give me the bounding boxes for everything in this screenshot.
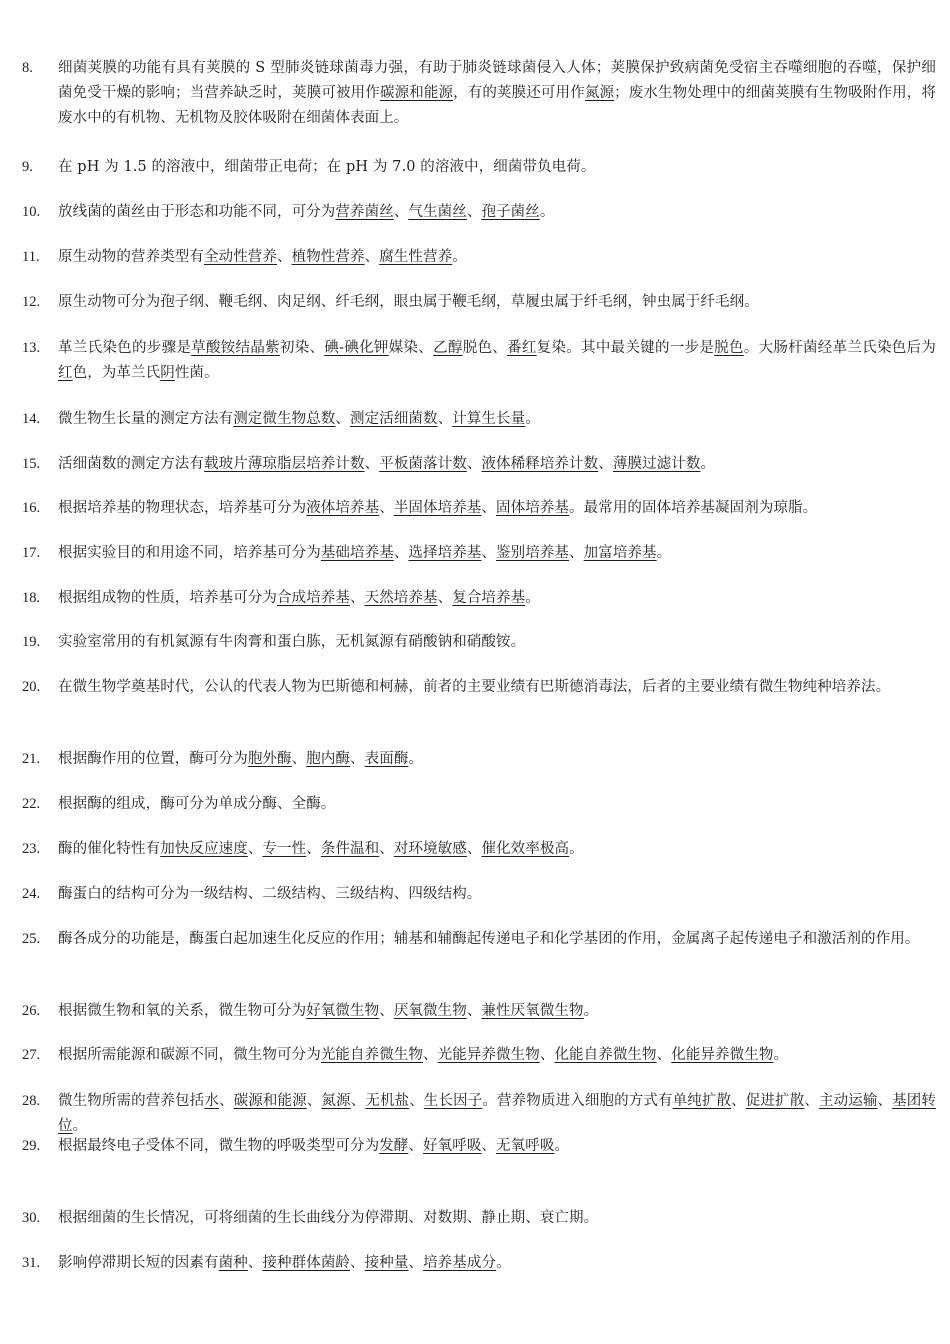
text-segment: 根据实验目的和用途不同，培养基可分为 xyxy=(58,545,321,561)
text-segment: 。 xyxy=(656,545,672,561)
answer-blank: 胞内酶 xyxy=(306,751,351,767)
text-segment: 、 xyxy=(350,751,365,767)
text-segment: 活细菌数的测定方法有 xyxy=(58,456,204,472)
text-segment: 革兰氏染色的步骤是 xyxy=(58,340,192,356)
answer-blank: 水 xyxy=(204,1093,219,1109)
answer-blank: 光能自养微生物 xyxy=(320,1047,424,1063)
item-number: 30. xyxy=(22,1210,41,1226)
text-segment: ；废水生物处理中的细菌荚膜有生物吸附作用，将废水中的有机物、无机物及胶体吸附在细菌体表面上。 xyxy=(58,85,937,126)
item-text xyxy=(58,1206,936,1231)
text-segment: 、 xyxy=(393,204,409,220)
text-segment: 、 xyxy=(306,1093,322,1109)
item-text xyxy=(58,586,936,611)
text-segment: 。 xyxy=(525,411,540,427)
text-segment: 。 xyxy=(408,751,424,767)
item-number: 13. xyxy=(22,340,41,356)
item-number: 12. xyxy=(22,294,41,310)
text-segment: 复染。其中最关键的一步是 xyxy=(536,340,715,356)
answer-blank: 厌氧微生物 xyxy=(393,1003,467,1019)
item-text xyxy=(58,336,936,386)
answer-blank: 氮源 xyxy=(321,1093,351,1109)
item-number: 18. xyxy=(22,590,41,606)
text-segment: 、 xyxy=(877,1093,893,1109)
answer-blank: 加快反应速度 xyxy=(160,841,248,857)
item-text xyxy=(58,837,936,862)
text-segment: 微生物所需的营养包括 xyxy=(58,1093,205,1109)
text-segment: 、 xyxy=(423,1047,438,1063)
answer-blank: 液体培养基 xyxy=(306,500,380,516)
text-segment: 根据细菌的生长情况，可将细菌的生长曲线分为停滞期、对数期、静止期、衰亡期。 xyxy=(58,1210,599,1226)
item-number: 14. xyxy=(22,411,41,427)
answer-blank: 鉴别培养基 xyxy=(496,545,570,561)
answer-blank: 接种量 xyxy=(364,1255,409,1271)
answer-blank: 载玻片薄琼脂层培养计数 xyxy=(204,456,365,472)
answer-blank: 孢子菌丝 xyxy=(481,204,540,220)
text-segment: 、 xyxy=(379,841,394,857)
text-segment: 、 xyxy=(437,590,453,606)
text-segment: 、 xyxy=(481,545,497,561)
text-segment: 、 xyxy=(481,500,497,516)
text-segment: 酶各成分的功能是，酶蛋白起加速生化反应的作用；辅基和辅酶起传递电子和化学基团的作用，金属离子起传递电子和激活剂的作用。 xyxy=(58,931,920,947)
answer-blank: 菌种 xyxy=(218,1255,248,1271)
answer-blank: 平板菌落计数 xyxy=(379,456,467,472)
item-text xyxy=(58,200,936,225)
text-segment: 、 xyxy=(409,1093,424,1109)
text-segment: 酶蛋白的结构可分为一级结构、二级结构、三级结构、四级结构。 xyxy=(58,886,482,902)
answer-blank: 化能自养微生物 xyxy=(554,1047,657,1063)
text-segment: 。 xyxy=(583,1003,599,1019)
answer-blank: 薄膜过滤计数 xyxy=(612,456,701,472)
text-segment: 放线菌的菌丝由于形态和功能不同，可分为 xyxy=(58,204,336,220)
item-number: 20. xyxy=(22,679,41,695)
answer-blank: 碳源和能源 xyxy=(233,1093,307,1109)
text-segment: 。 xyxy=(72,1118,88,1134)
item-number: 29. xyxy=(22,1138,41,1154)
item-text xyxy=(58,675,936,700)
item-number: 11. xyxy=(22,249,40,265)
answer-blank: 植物性营养 xyxy=(291,249,365,265)
item-text xyxy=(58,1089,936,1139)
text-segment: 、 xyxy=(598,456,613,472)
text-segment: 影响停滞期长短的因素有 xyxy=(58,1255,219,1271)
text-segment: 、 xyxy=(408,1255,424,1271)
text-segment: 、 xyxy=(379,1003,394,1019)
text-segment: 、 xyxy=(364,456,380,472)
text-segment: 根据最终电子受体不同，微生物的呼吸类型可分为 xyxy=(58,1138,380,1154)
answer-blank: 加富培养基 xyxy=(583,545,657,561)
text-segment: 。大肠杆菌经革兰氏染色后为 xyxy=(743,340,936,356)
text-segment: 在 pH 为 1.5 的溶液中，细菌带正电荷；在 pH 为 7.0 的溶液中，细菌带负电荷。 xyxy=(58,159,596,175)
item-number: 19. xyxy=(22,634,41,650)
text-segment: 、 xyxy=(218,1093,234,1109)
answer-blank: 计算生长量 xyxy=(452,411,526,427)
answer-blank: 好氧微生物 xyxy=(306,1003,380,1019)
answer-blank: 表面酶 xyxy=(364,751,409,767)
answer-blank: 乙醇 xyxy=(433,340,463,356)
item-number: 10. xyxy=(22,204,41,220)
text-segment: 、 xyxy=(804,1093,819,1109)
answer-blank: 测定活细菌数 xyxy=(350,411,438,427)
text-segment: 、 xyxy=(306,841,321,857)
answer-blank: 红 xyxy=(58,365,73,381)
text-segment: 、 xyxy=(466,841,482,857)
answer-blank: 阴 xyxy=(160,365,175,381)
text-segment: 、 xyxy=(731,1093,746,1109)
item-text xyxy=(58,999,936,1024)
item-text xyxy=(58,290,936,315)
text-segment: 媒染、 xyxy=(388,340,434,356)
text-segment: 根据所需能源和碳源不同，微生物可分为 xyxy=(58,1047,321,1063)
text-segment: 根据组成物的性质，培养基可分为 xyxy=(58,590,277,606)
item-text xyxy=(58,155,936,180)
answer-blank: 全动性营养 xyxy=(204,249,277,265)
text-segment: 、 xyxy=(408,1138,424,1154)
answer-blank: 液体稀释培养计数 xyxy=(481,456,599,472)
item-text xyxy=(58,452,936,477)
text-segment: 、 xyxy=(656,1047,672,1063)
item-number: 27. xyxy=(22,1047,41,1063)
answer-blank: 营养菌丝 xyxy=(335,204,394,220)
text-segment: 初染、 xyxy=(279,340,325,356)
item-number: 23. xyxy=(22,841,41,857)
item-text xyxy=(58,1043,936,1068)
answer-blank: 专一性 xyxy=(262,841,307,857)
answer-blank: 单纯扩散 xyxy=(672,1093,732,1109)
text-segment: 、 xyxy=(335,411,351,427)
item-number: 9. xyxy=(22,159,33,175)
answer-blank: 促进扩散 xyxy=(745,1093,805,1109)
text-segment: 、 xyxy=(437,411,453,427)
text-segment: 、 xyxy=(277,249,292,265)
item-text xyxy=(58,541,936,566)
item-text xyxy=(58,245,936,270)
text-segment: 、 xyxy=(466,456,482,472)
answer-blank: 催化效率极高 xyxy=(481,841,570,857)
text-segment: 、 xyxy=(364,249,380,265)
item-text xyxy=(58,792,936,817)
text-segment: 原生动物的营养类型有 xyxy=(58,249,204,265)
answer-blank: 好氧呼吸 xyxy=(423,1138,482,1154)
answer-blank: 番红 xyxy=(507,340,537,356)
answer-blank: 对环境敏感 xyxy=(393,841,467,857)
text-segment: 、 xyxy=(350,1255,365,1271)
text-segment: 。 xyxy=(773,1047,789,1063)
answer-blank: 无机盐 xyxy=(365,1093,410,1109)
text-segment: 根据培养基的物理状态，培养基可分为 xyxy=(58,500,307,516)
answer-blank: 培养基成分 xyxy=(423,1255,497,1271)
text-segment: 在微生物学奠基时代，公认的代表人物为巴斯德和柯赫，前者的主要业绩有巴斯德消毒法，后者的主要业绩有微生物纯种培养法。 xyxy=(58,679,891,695)
item-number: 22. xyxy=(22,796,41,812)
text-segment: 、 xyxy=(350,1093,366,1109)
item-text xyxy=(58,630,936,655)
answer-blank: 基团转位 xyxy=(58,1093,937,1134)
text-segment: 、 xyxy=(569,545,584,561)
item-number: 16. xyxy=(22,500,41,516)
text-segment: 、 xyxy=(291,751,307,767)
item-number: 8. xyxy=(22,60,33,76)
item-text xyxy=(58,882,936,907)
text-segment: 细菌荚膜的功能有具有荚膜的 S 型肺炎链球菌毒力强，有助于肺炎链球菌侵入人体；荚膜保护致病菌免受宿主吞噬细胞的吞噬，保护细菌免受干燥的影响；当营养缺乏时，荚膜可被用作 xyxy=(58,60,936,101)
text-segment: 。 xyxy=(525,590,540,606)
answer-blank: 测定微生物总数 xyxy=(233,411,336,427)
item-number: 25. xyxy=(22,931,41,947)
item-text xyxy=(58,496,936,521)
text-segment: 、 xyxy=(539,1047,555,1063)
answer-blank: 接种群体菌龄 xyxy=(262,1255,351,1271)
text-segment: 根据酶的组成，酶可分为单成分酶、全酶。 xyxy=(58,796,336,812)
text-segment: 。 xyxy=(496,1255,511,1271)
text-segment: 、 xyxy=(247,841,263,857)
item-number: 28. xyxy=(22,1093,41,1109)
text-segment: 。最常用的固体培养基凝固剂为琼脂。 xyxy=(569,500,818,516)
item-number: 17. xyxy=(22,545,41,561)
answer-blank: 主动运输 xyxy=(818,1093,878,1109)
text-segment: 根据微生物和氧的关系，微生物可分为 xyxy=(58,1003,307,1019)
text-segment: 。 xyxy=(452,249,467,265)
answer-blank: 脱色 xyxy=(714,340,744,356)
item-number: 26. xyxy=(22,1003,41,1019)
text-segment: 实验室常用的有机氮源有牛肉膏和蛋白胨，无机氮源有硝酸钠和硝酸铵。 xyxy=(58,634,526,650)
text-segment: 脱色、 xyxy=(462,340,508,356)
text-segment: 。 xyxy=(554,1138,570,1154)
answer-blank: 生长因子 xyxy=(423,1093,483,1109)
text-segment: 、 xyxy=(481,1138,497,1154)
item-number: 21. xyxy=(22,751,41,767)
text-segment: 、 xyxy=(247,1255,263,1271)
text-segment: 、 xyxy=(350,590,365,606)
text-segment: 酶的催化特性有 xyxy=(58,841,161,857)
answer-blank: 合成培养基 xyxy=(277,590,350,606)
answer-blank: 气生菌丝 xyxy=(408,204,467,220)
item-text xyxy=(58,1134,936,1159)
answer-blank: 天然培养基 xyxy=(364,590,438,606)
answer-blank: 无氧呼吸 xyxy=(496,1138,555,1154)
text-segment: ，有的荚膜还可用作 xyxy=(453,85,585,101)
item-text xyxy=(58,1251,936,1276)
answer-blank: 化能异养微生物 xyxy=(671,1047,774,1063)
text-segment: 原生动物可分为孢子纲、鞭毛纲、肉足纲、纤毛纲，眼虫属于鞭毛纲，草履虫属于纤毛纲，钟虫属于纤毛纲。 xyxy=(58,294,759,310)
text-segment: 、 xyxy=(466,204,482,220)
text-segment: 、 xyxy=(466,1003,482,1019)
item-text xyxy=(58,747,936,772)
answer-blank: 胞外酶 xyxy=(247,751,292,767)
item-text xyxy=(58,927,936,952)
answer-blank: 氮源 xyxy=(584,85,615,101)
answer-blank: 碘-碘化钾 xyxy=(324,340,389,356)
item-number: 31. xyxy=(22,1255,41,1271)
answer-blank: 碳源和能源 xyxy=(379,85,454,101)
answer-blank: 基础培养基 xyxy=(320,545,394,561)
text-segment: 、 xyxy=(393,545,409,561)
text-segment: 。 xyxy=(569,841,584,857)
text-segment: 。 xyxy=(700,456,716,472)
text-segment: 微生物生长量的测定方法有 xyxy=(58,411,234,427)
answer-blank: 兼性厌氧微生物 xyxy=(481,1003,584,1019)
item-number: 24. xyxy=(22,886,41,902)
text-segment: 性菌。 xyxy=(174,365,219,381)
answer-blank: 条件温和 xyxy=(320,841,380,857)
item-text xyxy=(58,56,936,131)
text-segment: 、 xyxy=(379,500,394,516)
item-number: 15. xyxy=(22,456,41,472)
item-text xyxy=(58,407,936,432)
answer-blank: 发酵 xyxy=(379,1138,409,1154)
answer-blank: 固体培养基 xyxy=(496,500,570,516)
text-segment: 。营养物质进入细胞的方式有 xyxy=(482,1093,673,1109)
text-segment: 。 xyxy=(539,204,555,220)
answer-blank: 草酸铵结晶紫 xyxy=(191,340,280,356)
text-segment: 根据酶作用的位置，酶可分为 xyxy=(58,751,248,767)
answer-blank: 半固体培养基 xyxy=(393,500,482,516)
answer-blank: 光能异养微生物 xyxy=(437,1047,540,1063)
answer-blank: 选择培养基 xyxy=(408,545,482,561)
answer-blank: 腐生性营养 xyxy=(379,249,453,265)
answer-blank: 复合培养基 xyxy=(452,590,526,606)
text-segment: 色，为革兰氏 xyxy=(72,365,161,381)
